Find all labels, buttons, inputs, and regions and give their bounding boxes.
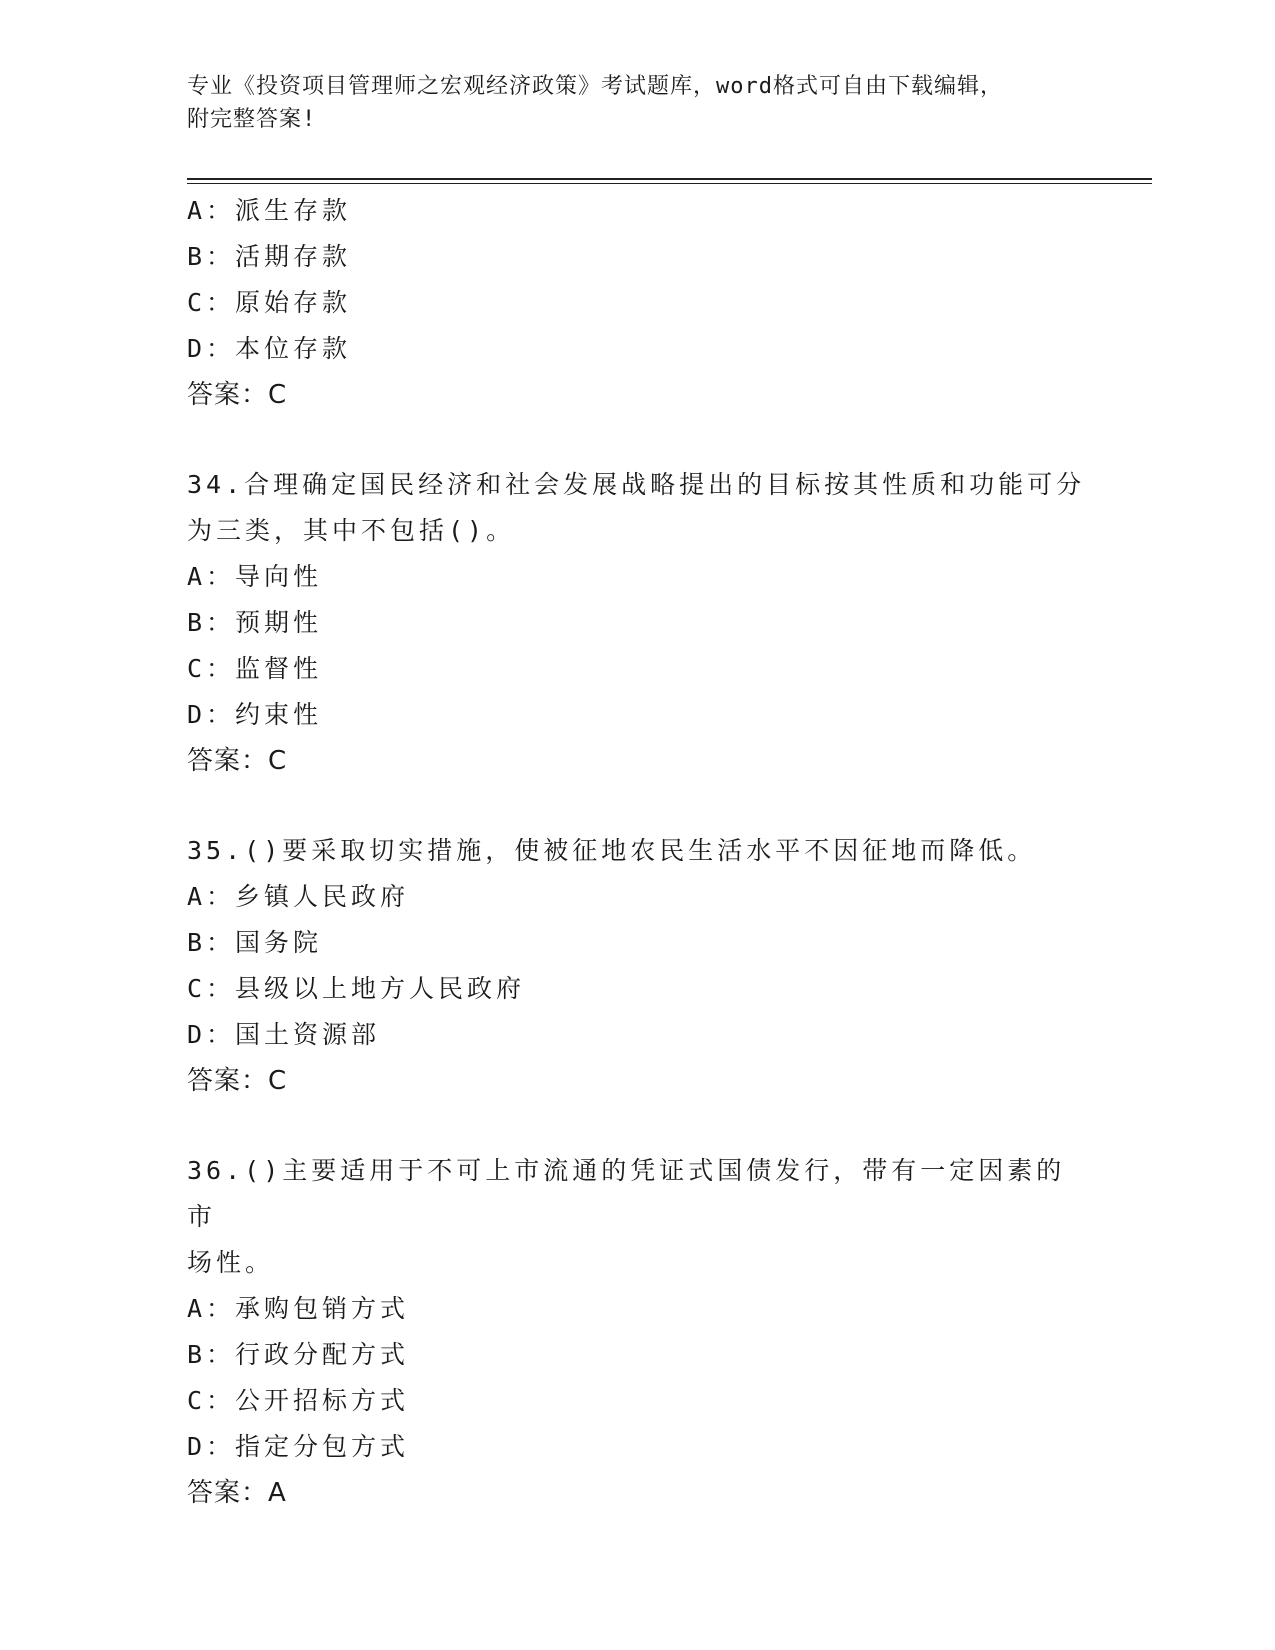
question-text-line-1: 36.()主要适用于不可上市流通的凭证式国债发行，带有一定因素的市 xyxy=(187,1156,1066,1231)
option-b: B：行政分配方式 xyxy=(187,1340,410,1369)
spacer xyxy=(187,1104,1087,1148)
option-c: C：原始存款 xyxy=(187,288,352,317)
answer-line: 答案：A xyxy=(187,1478,287,1508)
question-block-36 xyxy=(187,1148,1087,1516)
answer-line: 答案：C xyxy=(187,1066,288,1096)
option-c: C：县级以上地方人民政府 xyxy=(187,974,526,1003)
option-d: D：国土资源部 xyxy=(187,1020,381,1049)
option-b: B：活期存款 xyxy=(187,242,352,271)
option-c: C：监督性 xyxy=(187,654,323,683)
header-divider xyxy=(187,178,1152,184)
option-d: D：约束性 xyxy=(187,700,323,729)
question-text-line-2: 场性。 xyxy=(187,1248,275,1277)
option-d: D：指定分包方式 xyxy=(187,1432,410,1461)
option-b: B：国务院 xyxy=(187,928,323,957)
question-block-33 xyxy=(187,188,1087,418)
question-text-line-2: 为三类，其中不包括()。 xyxy=(187,516,516,545)
answer-line: 答案：C xyxy=(187,746,288,776)
document-header xyxy=(187,70,1087,136)
option-a: A：导向性 xyxy=(187,562,323,591)
answer-line: 答案：C xyxy=(187,380,288,410)
question-text-line-1: 35.()要采取切实措施，使被征地农民生活水平不因征地而降低。 xyxy=(187,836,1037,865)
option-a: A：乡镇人民政府 xyxy=(187,882,410,911)
header-line-1: 专业《投资项目管理师之宏观经济政策》考试题库，word格式可自由下载编辑， xyxy=(187,74,1003,99)
spacer xyxy=(187,784,1087,828)
option-c: C：公开招标方式 xyxy=(187,1386,410,1415)
question-text-line-1: 34.合理确定国民经济和社会发展战略提出的目标按其性质和功能可分 xyxy=(187,470,1086,499)
spacer xyxy=(187,418,1087,462)
header-line-2: 附完整答案! xyxy=(187,107,317,132)
question-content xyxy=(187,188,1087,1516)
option-b: B：预期性 xyxy=(187,608,323,637)
question-block-34 xyxy=(187,462,1087,784)
option-d: D：本位存款 xyxy=(187,334,352,363)
question-block-35 xyxy=(187,828,1087,1104)
option-a: A：派生存款 xyxy=(187,196,352,225)
option-a: A：承购包销方式 xyxy=(187,1294,410,1323)
